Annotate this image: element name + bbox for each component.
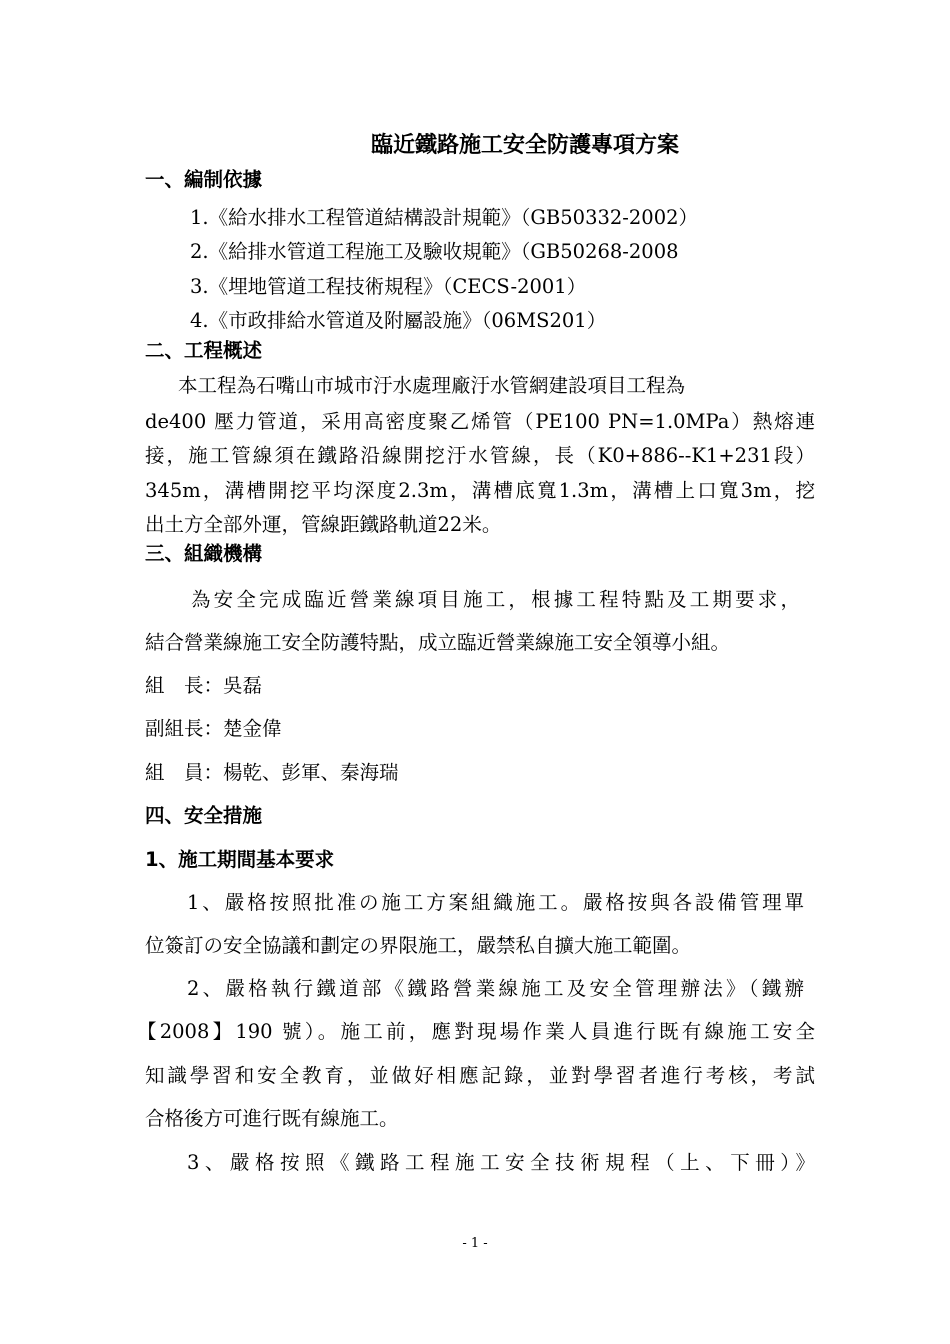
reference-item: 1.《給水排水工程管道結構設計規範》（GB50332-2002） xyxy=(190,206,699,229)
section-heading-safety: 四、安全措施 xyxy=(145,804,263,827)
reference-item: 3.《埋地管道工程技術規程》（CECS-2001） xyxy=(190,275,587,298)
section-heading-basis: 一、編制依據 xyxy=(145,168,263,191)
section-heading-overview: 二、工程概述 xyxy=(145,339,263,362)
requirement-line: 位簽訂の安全協議和劃定の界限施工，嚴禁私自擴大施工範圍。 xyxy=(145,934,692,957)
requirement-line: 2、嚴格執行鐵道部《鐵路營業線施工及安全管理辦法》（鐵辦 xyxy=(187,977,804,1000)
overview-line: 本工程為石嘴山市城市汙水處理廠汙水管網建設項目工程為 xyxy=(178,374,686,397)
overview-line: 345m，溝槽開挖平均深度2.3m，溝槽底寬1.3m，溝槽上口寬3m，挖 xyxy=(145,479,815,502)
requirement-line: 知識學習和安全教育，並做好相應記錄，並對學習者進行考核，考試 xyxy=(145,1064,815,1087)
subsection-heading-requirements: 1、施工期間基本要求 xyxy=(145,848,335,871)
team-leader: 組 長：吳磊 xyxy=(145,674,263,697)
deputy-leader: 副組長：楚金偉 xyxy=(145,717,282,740)
reference-item: 2.《給排水管道工程施工及驗收規範》（GB50268-2008 xyxy=(190,240,679,263)
requirement-line: 合格後方可進行既有線施工。 xyxy=(145,1107,399,1130)
overview-line: 出土方全部外運，管線距鐵路軌道22米。 xyxy=(145,513,502,536)
team-members: 組 員：楊乾、彭軍、秦海瑞 xyxy=(145,761,399,784)
organization-line: 為安全完成臨近營業線項目施工，根據工程特點及工期要求， xyxy=(191,588,800,611)
organization-line: 結合營業線施工安全防護特點，成立臨近營業線施工安全領導小組。 xyxy=(145,631,731,654)
requirement-line: 3、嚴格按照《鐵路工程施工安全技術規程（上、下冊）》 xyxy=(187,1151,815,1174)
overview-line: 接，施工管線須在鐵路沿線開挖汙水管線，長（K0+886--K1+231段） xyxy=(145,444,815,467)
reference-item: 4.《市政排給水管道及附屬設施》（06MS201） xyxy=(190,309,607,332)
document-title: 臨近鐵路施工安全防護專項方案 xyxy=(370,133,679,158)
section-heading-organization: 三、組織機構 xyxy=(145,542,263,565)
page-number: - 1 - xyxy=(462,1236,488,1251)
requirement-line: 1、嚴格按照批准の施工方案組織施工。嚴格按與各設備管理單 xyxy=(187,891,804,914)
requirement-line: 【2008】190 號）。施工前，應對現場作業人員進行既有線施工安全 xyxy=(137,1020,815,1043)
overview-line: de400 壓力管道，采用高密度聚乙烯管（PE100 PN=1.0MPa）熱熔連 xyxy=(145,410,815,433)
